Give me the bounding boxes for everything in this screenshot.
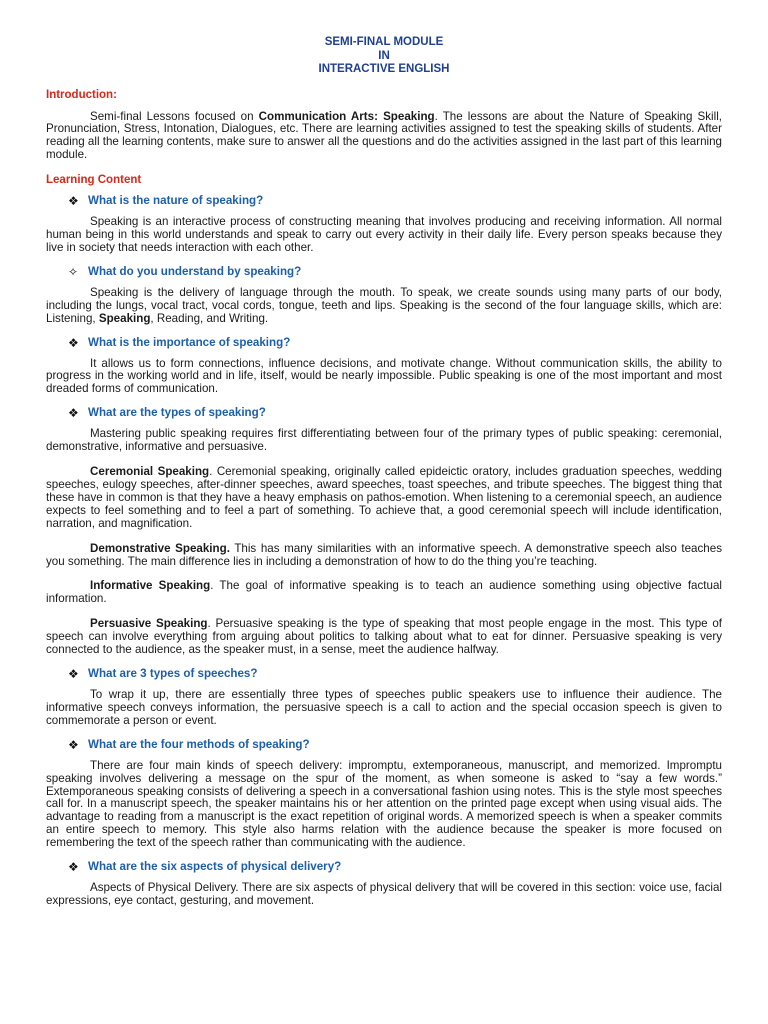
diamond-bullet-icon: ❖ [68,666,79,681]
diamond-bullet-icon: ❖ [68,194,79,209]
question-speeches: ❖ What are 3 types of speeches? [68,666,258,681]
star-bullet-icon: ✧ [68,264,79,279]
question-types: ❖ What are the types of speaking? [68,406,266,421]
diamond-bullet-icon: ❖ [68,406,79,421]
demonstrative-paragraph: Demonstrative Speaking. This has many similarities with an informative speech. A demonstrative speech also teaches you something. The main difference lies in including a demonstration of how to do the thing you’re teaching. [46,541,722,568]
informative-paragraph: Informative Speaking. The goal of informative speaking is to teach an audience something using objective factual information. [46,579,722,606]
module-title [46,36,722,77]
diamond-bullet-icon: ❖ [68,335,79,350]
question-aspects: ❖ What are the six aspects of physical delivery? [68,860,342,875]
ceremonial-paragraph: Ceremonial Speaking. Ceremonial speaking, originally called epideictic oratory, includes graduation speeches, wedding speeches, eulogy speeches, after-dinner speeches, award speeches, toast speeches, and tribute speeches. The biggest thing that these have in common is that they have a heavy emphasis on pathos-emotion. When listening to a ceremonial speech, an audience expects to feel something and to feel a part of something. To achieve that, a good ceremonial speech will include identification, narration, and magnification. [46,465,722,530]
diamond-bullet-icon: ❖ [68,737,79,752]
introduction-heading: Introduction: [46,88,117,101]
learning-content-heading: Learning Content [46,174,142,187]
importance-paragraph: It allows us to form connections, influence decisions, and motivate change. Without communication skills, the ability to progress in the working world and in life, itself, would be nearly impossible. Public speaking is one of the most important and most dreaded forms of communication. [46,356,722,396]
title-line-3: INTERACTIVE ENGLISH [318,63,450,75]
question-methods: ❖ What are the four methods of speaking? [68,737,310,752]
introduction-paragraph: Semi-final Lessons focused on Communication Arts: Speaking. The lessons are about the Nature of Speaking Skill, Pronunciation, Stress, Intonation, Dialogues, etc. There are learning activities assigned to test the speaking skills of students. After reading all the learning contents, make sure to answer all the questions and do the activities assigned in the last part of this learning module. [46,109,722,162]
question-nature: ❖ What is the nature of speaking? [68,194,264,209]
question-importance: ❖ What is the importance of speaking? [68,335,291,350]
persuasive-paragraph: Persuasive Speaking. Persuasive speaking is the type of speaking that most people engage in the most. This type of speech can involve everything from arguing about politics to talking about what to eat for dinner. Persuasive speaking is very connected to the audience, as the speaker must, in a sense, meet the audience halfway. [46,617,723,657]
understand-paragraph: Speaking is the delivery of language through the mouth. To speak, we create sounds using many parts of our body, including the lungs, vocal tract, vocal cords, tongue, teeth and lips. Speaking is the second of the four language skills, which are: Listening, Speaking, Reading, and Writing. [46,285,722,325]
aspects-paragraph: Aspects of Physical Delivery. There are six aspects of physical delivery that will be covered in this section: voice use, facial expressions, eye contact, gesturing, and movement. [46,881,722,907]
question-understand: ✧ What do you understand by speaking? [68,264,302,279]
title-line-2: IN [378,49,390,62]
speeches-paragraph: To wrap it up, there are essentially three types of speeches public speakers use to influence their audience. The informative speech conveys information, the persuasive speech is a call to action and the special occasion speech is given to commemorate a person or event. [46,687,722,727]
nature-paragraph: Speaking is an interactive process of constructing meaning that involves producing and receiving information. All normal human being in this world understands and speak to carry out every activity in their daily life. Every person speaks because they live in society that needs interaction with each other. [46,215,722,254]
types-paragraph: Mastering public speaking requires first differentiating between four of the primary types of public speaking: ceremonial, demonstrative, informative and persuasive. [46,427,722,454]
diamond-bullet-icon: ❖ [68,860,79,875]
methods-paragraph: There are four main kinds of speech delivery: impromptu, extemporaneous, manuscript, and memorized. Impromptu speaking involves delivering a message on the spur of the moment, as when someone is asked to “say a few words.” Extemporaneous speaking consists of delivering a speech in a conversational fashion using notes. This is the style most speeches call for. In a manuscript speech, the speaker maintains his or her attention on the printed page except when using visual aids. The advantage to reading from a manuscript is the exact repetition of original words. A memorized speech is when a speaker commits an entire speech to memory. This style also harms relation with the audience because the speaker is more focused on remembering the text of the speech rather than communicating with the audience. [46,758,722,850]
title-line-1: SEMI-FINAL MODULE [324,36,444,48]
